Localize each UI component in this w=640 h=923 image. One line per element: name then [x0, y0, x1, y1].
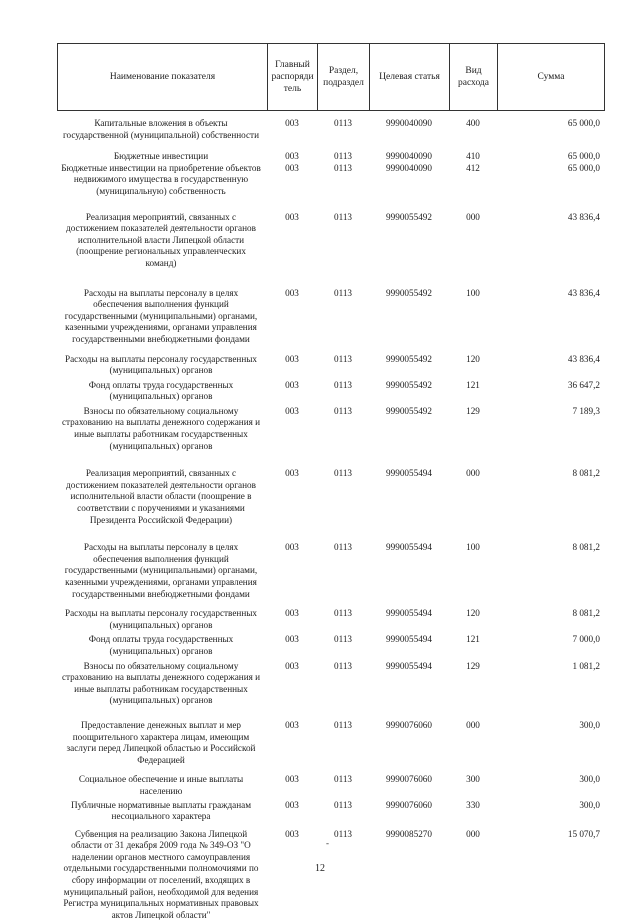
row-summa: 1 081,2	[572, 660, 600, 671]
row-statya: 9990055492	[386, 211, 432, 222]
row-summa: 300,0	[579, 719, 600, 730]
table-row	[57, 278, 604, 354]
row-glavny: 003	[285, 608, 299, 619]
row-name: Взносы по обязательному социальному страхованию на выплаты денежного содержания и иные выплаты работникам государственных (муниципальных) органов	[61, 660, 261, 706]
row-statya: 9990040090	[386, 118, 432, 128]
header-vid: Вид расхода	[450, 44, 498, 111]
row-razdel: 0113	[333, 379, 353, 390]
row-razdel: 0113	[333, 828, 353, 839]
row-razdel: 0113	[333, 634, 353, 645]
row-razdel: 0113	[333, 151, 353, 162]
row-name: Расходы на выплаты персоналу государственных (муниципальных) органов	[64, 608, 258, 630]
row-glavny: 003	[285, 118, 299, 128]
row-vid: 410	[466, 151, 480, 162]
row-razdel: 0113	[333, 211, 353, 222]
row-razdel: 0113	[333, 799, 353, 810]
row-name: Капитальные вложения в объекты государственной (муниципальной) собственности	[62, 118, 259, 140]
row-summa: 65 000,0	[567, 151, 600, 162]
row-vid: 330	[466, 799, 480, 810]
row-name: Социальное обеспечение и иные выплаты населению	[78, 774, 244, 796]
row-glavny: 003	[285, 379, 299, 390]
row-vid: 129	[466, 660, 480, 671]
row-statya: 9990040090	[386, 151, 432, 162]
table-row	[57, 202, 604, 278]
row-razdel: 0113	[333, 118, 353, 128]
row-glavny: 003	[285, 634, 299, 645]
header-statya: Целевая статья	[370, 44, 450, 111]
row-summa: 8 081,2	[572, 542, 600, 553]
row-statya: 9990076060	[386, 799, 432, 810]
row-summa: 7 189,3	[572, 405, 600, 416]
row-glavny: 003	[285, 162, 299, 173]
row-statya: 9990076060	[386, 719, 432, 730]
row-statya: 9990055494	[386, 660, 432, 671]
row-vid: 100	[466, 287, 480, 298]
header-summa: Сумма	[498, 44, 605, 111]
row-glavny: 003	[285, 287, 299, 298]
row-glavny: 003	[285, 660, 299, 671]
row-name: Расходы на выплаты персоналу государственных (муниципальных) органов	[64, 353, 258, 376]
row-summa: 65 000,0	[567, 162, 600, 173]
row-summa: 8 081,2	[572, 468, 600, 479]
table-row	[57, 829, 604, 923]
row-summa: 300,0	[579, 799, 600, 810]
page-number: 12	[315, 863, 325, 874]
row-name: Фонд оплаты труда государственных (муниципальных) органов	[88, 379, 234, 402]
row-glavny: 003	[285, 405, 299, 416]
row-razdel: 0113	[333, 353, 353, 364]
row-razdel: 0113	[333, 719, 353, 730]
row-vid: 412	[466, 162, 480, 173]
row-statya: 9990076060	[386, 774, 432, 785]
header-name: Наименование показателя	[58, 44, 268, 111]
table-row	[57, 608, 604, 634]
row-glavny: 003	[285, 211, 299, 222]
row-razdel: 0113	[333, 468, 353, 479]
row-name: Реализация мероприятий, связанных с достижением показателей деятельности органов исполнительной власти области (поощрение в соответствии с поручениями и указаниями Президента Российской Федерации)	[66, 468, 256, 525]
table-row	[57, 774, 604, 799]
row-vid: 120	[466, 353, 480, 364]
row-vid: 000	[466, 719, 480, 730]
row-vid: 120	[466, 608, 480, 619]
row-name: Субвенция на реализацию Закона Липецкой области от 31 декабря 2009 года № 349-ОЗ "О наделении органов местного самоуправления отдельными государственными полномочиями по сбору информации от поселений, входящих в муниципальный район, необходимой для ведения Регистра муниципальных нормативных правовых актов Липецкой области"	[63, 828, 259, 920]
row-razdel: 0113	[333, 660, 353, 671]
row-summa: 7 000,0	[572, 634, 600, 645]
row-summa: 43 836,4	[567, 287, 600, 298]
stray-dash: -	[326, 838, 329, 848]
row-razdel: 0113	[333, 608, 353, 619]
table-row	[57, 113, 604, 151]
row-glavny: 003	[285, 719, 299, 730]
row-name: Публичные нормативные выплаты гражданам несоциального характера	[70, 799, 252, 822]
row-vid: 300	[466, 774, 480, 785]
table-row	[57, 661, 604, 712]
row-name: Фонд оплаты труда государственных (муниципальных) органов	[88, 634, 234, 656]
row-statya: 9990040090	[386, 162, 432, 173]
table-row	[57, 532, 604, 608]
row-vid: 000	[466, 211, 480, 222]
row-vid: 000	[466, 828, 480, 839]
row-statya: 9990055494	[386, 542, 432, 553]
row-statya: 9990055494	[386, 468, 432, 479]
row-glavny: 003	[285, 542, 299, 553]
table-row	[57, 151, 604, 163]
table-row	[57, 406, 604, 458]
row-summa: 15 070,7	[567, 828, 600, 839]
row-glavny: 003	[285, 799, 299, 810]
table-row	[57, 163, 604, 202]
table-row	[57, 354, 604, 380]
row-summa: 43 836,4	[567, 211, 600, 222]
row-name: Расходы на выплаты персоналу в целях обеспечения выполнения функций государственными (муниципальными) органами, казенными учреждениями, органами управления государственными внебюджетными фондами	[64, 542, 258, 599]
row-razdel: 0113	[333, 405, 353, 416]
header-glavny: Главный распоряди тель	[268, 44, 318, 111]
row-summa: 36 647,2	[567, 379, 600, 390]
table-row	[57, 634, 604, 660]
row-glavny: 003	[285, 151, 299, 162]
row-statya: 9990085270	[386, 828, 432, 839]
row-summa: 8 081,2	[572, 608, 600, 619]
row-summa: 43 836,4	[567, 353, 600, 364]
row-name: Расходы на выплаты персоналу в целях обеспечения выполнения функций государственными (муниципальными) органами, казенными учреждениями, органами управления государственными внебюджетными фондами	[64, 287, 258, 344]
row-vid: 400	[466, 118, 480, 128]
table-row	[57, 712, 604, 774]
row-razdel: 0113	[333, 774, 353, 785]
row-razdel: 0113	[333, 162, 353, 173]
row-name: Реализация мероприятий, связанных с достижением показателей деятельности органов исполнительной власти Липецкой области (поощрение региональных управленческих команд)	[66, 211, 256, 268]
row-statya: 9990055492	[386, 405, 432, 416]
row-glavny: 003	[285, 774, 299, 785]
row-name: Бюджетные инвестиции	[113, 151, 209, 162]
row-vid: 129	[466, 405, 480, 416]
row-vid: 000	[466, 468, 480, 479]
row-statya: 9990055492	[386, 287, 432, 298]
table-body	[57, 113, 604, 923]
row-vid: 121	[466, 379, 480, 390]
row-vid: 121	[466, 634, 480, 645]
row-statya: 9990055494	[386, 608, 432, 619]
row-glavny: 003	[285, 828, 299, 839]
row-glavny: 003	[285, 468, 299, 479]
table-row	[57, 800, 604, 829]
row-razdel: 0113	[333, 542, 353, 553]
row-glavny: 003	[285, 353, 299, 364]
table-row	[57, 458, 604, 532]
row-statya: 9990055492	[386, 379, 432, 390]
row-name: Взносы по обязательному социальному страхованию на выплаты денежного содержания и иные выплаты работникам государственных (муниципальных) органов	[61, 405, 261, 451]
row-statya: 9990055494	[386, 634, 432, 645]
row-vid: 100	[466, 542, 480, 553]
row-name: Бюджетные инвестиции на приобретение объектов недвижимого имущества в государственную (муниципальную) собственность	[61, 162, 261, 196]
row-statya: 9990055492	[386, 353, 432, 364]
table-header	[57, 43, 605, 111]
row-name: Предоставление денежных выплат и мер поощрительного характера лицам, имеющим заслуги перед Липецкой областью и Российской Федерацией	[66, 719, 256, 765]
table-row	[57, 380, 604, 406]
header-razdel: Раздел, подраздел	[318, 44, 370, 111]
row-summa: 65 000,0	[567, 118, 600, 128]
row-summa: 300,0	[579, 774, 600, 785]
row-razdel: 0113	[333, 287, 353, 298]
